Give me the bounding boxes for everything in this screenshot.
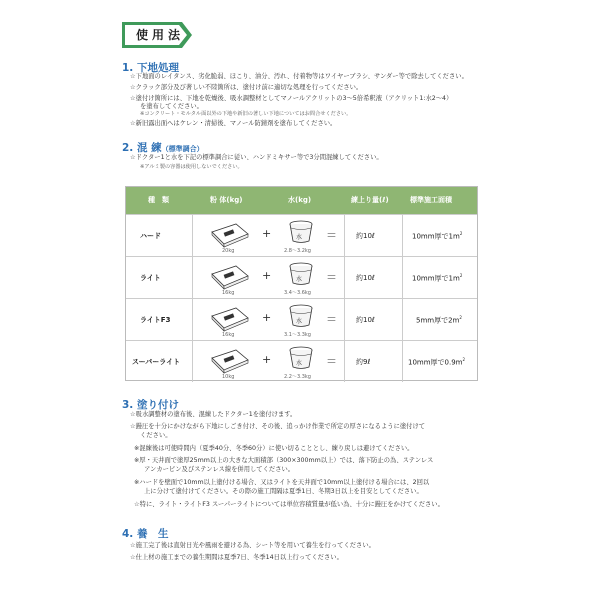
row-type: ライト — [140, 274, 161, 282]
s1-line-3: ☆塗付け箇所には、下地を乾燥後、吸水調整材としてマノールアクリットの3～5倍希釈液（アクリット1:水2～4） — [130, 95, 453, 102]
row-area-sup: 2 — [459, 273, 463, 278]
powder-bag-icon — [206, 348, 252, 374]
s3-line-5: ※厚・天井面で塗厚25mm以上の大きな大面積部（300×300mm以上）では、落下防止の為、ステンレス — [134, 457, 434, 464]
s1-line-1: ☆下地面のレイタンス、劣化脆弱、ほこり、油分、汚れ、付着物等はワイヤーブラシ、サンダー等で除去してください。 — [130, 73, 468, 80]
plus-sign: + — [262, 311, 272, 324]
section-2-subtitle: （標準調合） — [161, 145, 204, 153]
section-4-title: 4. 養 生 — [122, 528, 169, 540]
table-header — [126, 187, 477, 214]
row-area-text: 10mm厚で1m — [412, 274, 460, 283]
th-water: 水(kg) — [288, 196, 312, 204]
section-2-title-text: 2. 混 練 — [122, 142, 162, 154]
powder-bag-icon — [206, 264, 252, 290]
section-1-title: 1. 下地処理 — [122, 62, 179, 74]
bucket-label: 水 — [296, 360, 303, 367]
row-volume: 約9ℓ — [356, 358, 371, 366]
water-weight: 3.4～3.6kg — [284, 290, 311, 296]
s2-line: ☆ドクター1と水を下記の標準調合に従い、ハンドミキサー等で3分間混練してください。 — [130, 154, 383, 161]
water-weight: 2.8～3.2kg — [284, 248, 311, 254]
mix-table — [125, 186, 478, 381]
s4-line-2: ☆仕上材の施工までの養生期間は夏季7日、冬季14日以上行ってください。 — [130, 554, 343, 561]
bucket-label: 水 — [296, 276, 303, 283]
th-area: 標準施工面積 — [410, 196, 452, 204]
s1-line-5: ☆新旧露出面へはケレン・清掃後、マノール防錆剤を塗布してください。 — [130, 120, 337, 127]
row-type: ライトF3 — [140, 316, 171, 324]
s1-line-2: ☆クラック部分及び著しい不陸箇所は、塗付け前に適切な処理を行ってください。 — [130, 84, 363, 91]
powder-weight: 16kg — [222, 332, 235, 338]
powder-weight: 16kg — [222, 290, 235, 296]
equals-sign: ＝ — [326, 271, 337, 284]
s3-line-8: 上に分けて塗付けてください。その際の施工間隔は夏季1日、冬期3日以上を目安としてください。 — [144, 488, 423, 495]
water-weight: 3.1～3.3kg — [284, 332, 311, 338]
s3-line-3: ください。 — [140, 432, 172, 439]
s4-line-1: ☆施工完了後は直射日光や風雨を避ける為、シート等を用いて養生を行ってください。 — [130, 542, 375, 549]
row-area-text: 5mm厚で2m — [416, 316, 460, 325]
plus-sign: + — [262, 269, 272, 282]
powder-bag-icon — [206, 306, 252, 332]
s3-line-6: アンカーピン及びステンレス線を併用してください。 — [144, 466, 295, 473]
row-volume: 約10ℓ — [356, 274, 375, 282]
row-area-text: 10mm厚で1m — [412, 232, 460, 241]
table-row — [126, 340, 477, 382]
row-area-sup: 2 — [459, 315, 462, 320]
row-area — [412, 231, 462, 241]
bucket-label: 水 — [296, 318, 303, 325]
row-area-text: 10mm厚で0.9m — [408, 358, 463, 367]
s3-line-7: ※ハードを壁面で10mm以上塗付ける場合、又はライトを天井面で10mm以上塗付ける場合には、2回以 — [134, 479, 430, 486]
s3-line-9: ☆特に、ライト・ライトF3 スーパーライトについては単位容積質量が低い為、十分に鏝圧をかけてください。 — [134, 501, 444, 508]
equals-sign: ＝ — [326, 355, 337, 368]
row-area — [408, 357, 465, 367]
s3-line-1: ☆吸水調整材の塗布後、混練したドクター1を塗付けます。 — [130, 411, 297, 418]
row-area-sup: 2 — [459, 231, 463, 236]
row-type: ハード — [140, 232, 161, 240]
water-weight: 2.2～3.3kg — [284, 374, 311, 380]
equals-sign: ＝ — [326, 229, 337, 242]
plus-sign: + — [262, 227, 272, 240]
s1-line-4: を塗布してください。 — [140, 103, 203, 110]
section-3-title: 3. 塗り付け — [122, 399, 179, 411]
row-area — [412, 273, 462, 283]
th-type: 種 類 — [148, 196, 169, 204]
powder-bag-icon — [206, 222, 252, 248]
table-row — [126, 256, 477, 298]
th-powder: 粉 体(kg) — [210, 196, 243, 204]
s2-note: ※アルミ製の容器は使用しないでください。 — [140, 164, 243, 170]
row-type: スーパーライト — [132, 358, 181, 366]
row-area-sup: 2 — [462, 357, 466, 362]
powder-weight: 10kg — [222, 374, 235, 380]
plus-sign: + — [262, 353, 272, 366]
section-badge — [122, 22, 192, 48]
table-row — [126, 298, 477, 340]
table-row — [126, 214, 477, 256]
badge-label: 使用法 — [136, 28, 185, 42]
row-volume: 約10ℓ — [356, 316, 375, 324]
s3-line-4: ※混練後は可使時間内（夏季40分、冬季60分）に使い切ることとし、練り戻しは避けてください。 — [134, 445, 414, 452]
s1-note: ※コンクリート・モルタル面以外の下地や新旧の著しい下地についてはお問合せください。 — [140, 111, 352, 117]
row-area — [416, 315, 462, 325]
th-volume: 練上り量(ℓ) — [351, 196, 389, 204]
powder-weight: 20kg — [222, 248, 235, 254]
s3-line-2: ☆鏝圧を十分にかけながら下地にしごき付け、その後、追っかけ作業で所定の厚さになるように塗付けて — [130, 423, 426, 430]
equals-sign: ＝ — [326, 313, 337, 326]
bucket-label: 水 — [296, 234, 303, 241]
row-volume: 約10ℓ — [356, 232, 375, 240]
